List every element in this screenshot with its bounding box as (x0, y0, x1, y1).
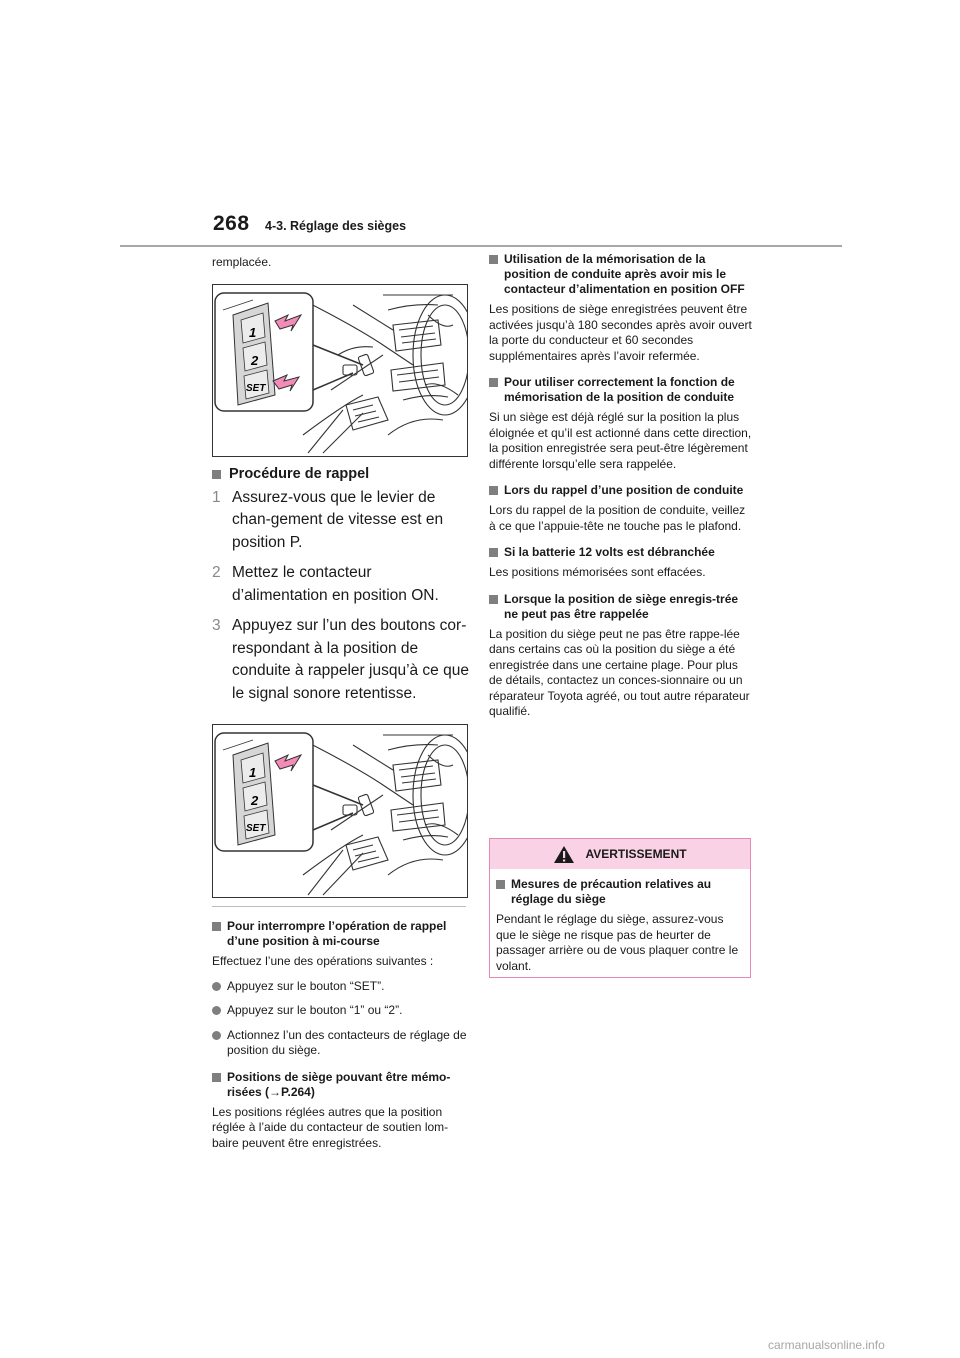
warning-triangle-icon (553, 845, 575, 864)
left-column (212, 255, 470, 1151)
square-bullet-icon (489, 378, 498, 387)
interrupt-text: Effectuez l’une des opérations suivantes : (212, 954, 434, 968)
square-bullet-icon (496, 880, 505, 889)
illustration-memory-buttons-1 (212, 284, 468, 457)
info-heading: Lorsque la position de siège enregis-trée ne peut pas être rappelée (489, 592, 753, 622)
list-item: Appuyez sur le bouton “SET”. (212, 979, 470, 995)
section-title: 4-3. Réglage des sièges (265, 219, 407, 233)
set-button-label: SET (246, 382, 266, 394)
right-column (489, 252, 753, 720)
info-heading: Si la batterie 12 volts est débranchée (489, 545, 753, 560)
button-1-label: 1 (249, 765, 257, 780)
info-text: Les positions de siège enregistrées peuvent être activées jusqu’à 180 secondes après avoir ouvert la porte du conducteur et 60 secondes supplémentaires après l’avoir refermée. (489, 302, 752, 363)
square-bullet-icon (489, 595, 498, 604)
warning-heading: Mesures de précaution relatives au réglage du siège (496, 877, 744, 907)
info-heading: Utilisation de la mémorisation de la position de conduite après avoir mis le contacteur d’alimentation en position OFF (489, 252, 753, 297)
square-bullet-icon (212, 470, 221, 479)
positions-text: Les positions réglées autres que la position réglée à l’aide du contacteur de soutien lom-baire peuvent être enregistrées. (212, 1104, 449, 1150)
divider (212, 906, 466, 907)
bullet-icon (212, 1031, 221, 1040)
info-text: Lors du rappel de la position de conduite, veillez à ce que l’appuie-tête ne touche pas le plafond. (489, 503, 746, 533)
recall-heading: Procédure de rappel (212, 466, 470, 482)
list-item: Appuyez sur le bouton “1” ou “2”. (212, 1003, 470, 1019)
button-2-label: 2 (251, 793, 259, 808)
warning-text: Pendant le réglage du siège, assurez-vous que le siège ne risque pas de heurter de passager arrière ou de vous plaquer contre le volant. (496, 912, 739, 973)
set-button-label: SET (246, 823, 266, 834)
header-rule (120, 245, 842, 247)
warning-box (489, 838, 751, 978)
info-text: Si un siège est déjà réglé sur la position la plus éloignée et qu’il est actionné dans cette direction, la position enregistrée sera peut-être légèrement différente lorsqu’elle sera rappelée. (489, 410, 752, 471)
list-item: Actionnez l’un des contacteurs de réglage de position du siège. (212, 1028, 470, 1059)
bullet-icon (212, 1006, 221, 1015)
warning-title: AVERTISSEMENT (585, 847, 687, 861)
info-text: La position du siège peut ne pas être rappe-lée dans certains cas où la position du siège a été enregistrée dans une certaine plage. Pour plus de détails, contactez un conces-sionnaire ou un réparateur Toyota agréé, ou tout autre réparateur qualifié. (489, 626, 750, 718)
square-bullet-icon (212, 922, 221, 931)
interrupt-heading: Pour interrompre l’opération de rappel d’une position à mi-course (212, 919, 470, 949)
button-2-label: 2 (251, 352, 259, 368)
square-bullet-icon (489, 486, 498, 495)
intro-text: remplacée. (212, 255, 272, 269)
info-heading: Pour utiliser correctement la fonction de mémorisation de la position de conduite (489, 375, 753, 405)
step-item: 3 Appuyez sur l’un des boutons cor-respondant à la position de conduite à rappeler jusqu’à ce que le signal sonore retentisse. (212, 617, 469, 702)
button-1-label: 1 (249, 324, 257, 340)
step-item: 1 Assurez-vous que le levier de chan-gement de vitesse est en position P. (212, 488, 444, 551)
square-bullet-icon (489, 255, 498, 264)
square-bullet-icon (489, 548, 498, 557)
square-bullet-icon (212, 1073, 221, 1082)
step-item: 2 Mettez le contacteur d’alimentation en position ON. (212, 564, 439, 604)
info-heading: Lors du rappel d’une position de conduite (489, 483, 753, 498)
watermark: carmanualsonline.info (768, 1338, 885, 1352)
warning-header (490, 839, 750, 869)
info-text: Les positions mémorisées sont effacées. (489, 565, 706, 579)
positions-heading: Positions de siège pouvant être mémo-risées (→P.264) (212, 1070, 470, 1100)
page-number: 268 (213, 212, 250, 235)
bullet-icon (212, 982, 221, 991)
illustration-memory-buttons-2 (212, 724, 468, 898)
